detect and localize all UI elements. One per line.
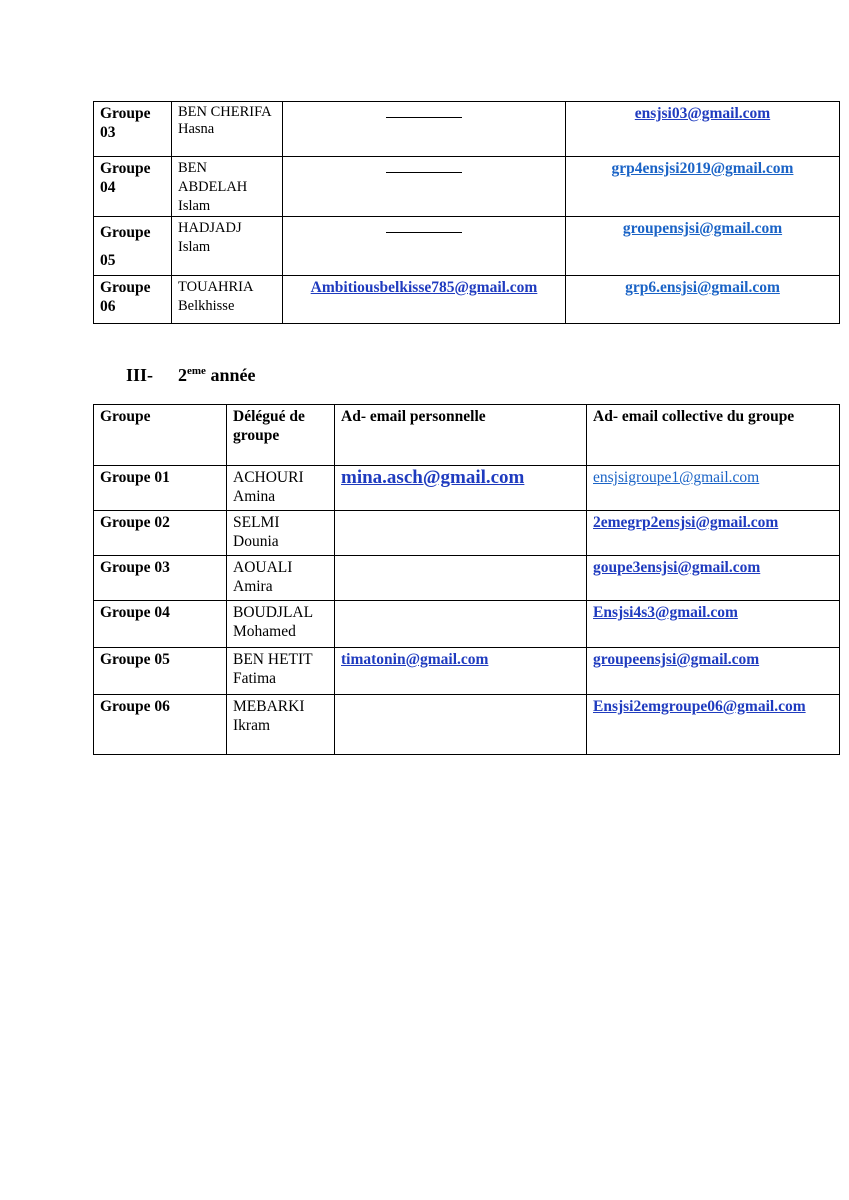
second-year-table: [93, 404, 840, 755]
email-link[interactable]: 2emegrp2ensjsi@gmail.com: [593, 514, 779, 531]
email-link[interactable]: Ambitiousbelkisse785@gmail.com: [310, 279, 538, 296]
email-link[interactable]: Ensjsi4s3@gmail.com: [593, 604, 738, 621]
delegate-cell: ACHOURI Amina: [227, 466, 335, 511]
group-cell: Groupe 01: [94, 466, 227, 511]
delegate-cell: TOUAHRIA Belkhisse: [172, 276, 283, 324]
table-row: [94, 157, 840, 217]
table-row: [94, 276, 840, 324]
group-cell: Groupe 05: [94, 648, 227, 695]
group-cell: Groupe 04: [94, 157, 172, 217]
header-personal-email: Ad- email personnelle: [335, 405, 587, 466]
group-cell: Groupe 03: [94, 556, 227, 601]
email-link[interactable]: Ensjsi2emgroupe06@gmail.com: [593, 698, 806, 715]
delegate-cell: BEN ABDELAH Islam: [172, 157, 283, 217]
personal-email-cell: [335, 695, 587, 755]
collective-email-cell: [566, 217, 840, 276]
collective-email-cell: [587, 648, 840, 695]
table-header-row: [94, 405, 840, 466]
table-row: [94, 102, 840, 157]
delegate-cell: HADJADJ Islam: [172, 217, 283, 276]
collective-email-cell: [587, 511, 840, 556]
email-link[interactable]: grp6.ensjsi@gmail.com: [625, 279, 780, 296]
header-group: Groupe: [94, 405, 227, 466]
collective-email-cell: [587, 556, 840, 601]
email-link[interactable]: groupeensjsi@gmail.com: [593, 651, 760, 668]
personal-email-cell: [283, 276, 566, 324]
personal-email-cell: [335, 556, 587, 601]
group-cell: Groupe 02: [94, 511, 227, 556]
table-row: [94, 695, 840, 755]
personal-email-cell: [335, 466, 587, 511]
email-link[interactable]: timatonin@gmail.com: [341, 651, 489, 668]
group-cell: Groupe 06: [94, 695, 227, 755]
table-row: [94, 601, 840, 648]
collective-email-cell: [587, 601, 840, 648]
personal-email-cell: [335, 648, 587, 695]
group-cell: Groupe 06: [94, 276, 172, 324]
email-link[interactable]: mina.asch@gmail.com: [341, 467, 525, 488]
email-link[interactable]: ensjsi03@gmail.com: [634, 105, 771, 122]
collective-email-cell: [587, 466, 840, 511]
collective-email-cell: [566, 102, 840, 157]
empty-dash: [386, 220, 462, 233]
group-cell: Groupe 03: [94, 102, 172, 157]
delegate-cell: AOUALI Amira: [227, 556, 335, 601]
email-link[interactable]: groupensjsi@gmail.com: [622, 220, 783, 237]
delegate-cell: MEBARKI Ikram: [227, 695, 335, 755]
personal-email-cell: [335, 511, 587, 556]
delegate-cell: BEN CHERIFA Hasna: [172, 102, 283, 157]
collective-email-cell: [566, 276, 840, 324]
email-link[interactable]: ensjsigroupe1@gmail.com: [593, 469, 760, 486]
delegate-cell: BEN HETIT Fatima: [227, 648, 335, 695]
group-cell: Groupe 05: [94, 217, 172, 276]
section-heading: III- 2eme année: [126, 365, 256, 385]
group-cell: Groupe 04: [94, 601, 227, 648]
personal-email-cell: [335, 601, 587, 648]
table-row: [94, 511, 840, 556]
empty-dash: [386, 160, 462, 173]
first-year-table: [93, 101, 840, 324]
empty-dash: [386, 105, 462, 118]
collective-email-cell: [566, 157, 840, 217]
section-number: III-: [126, 365, 154, 385]
delegate-cell: BOUDJLAL Mohamed: [227, 601, 335, 648]
email-link[interactable]: goupe3ensjsi@gmail.com: [593, 559, 761, 576]
header-delegate: Délégué de groupe: [227, 405, 335, 466]
table-row: [94, 217, 840, 276]
table-row: [94, 648, 840, 695]
collective-email-cell: [587, 695, 840, 755]
delegate-cell: SELMI Dounia: [227, 511, 335, 556]
table-row: [94, 556, 840, 601]
header-collective-email: Ad- email collective du groupe: [587, 405, 840, 466]
email-link[interactable]: grp4ensjsi2019@gmail.com: [611, 160, 794, 177]
table-row: [94, 466, 840, 511]
personal-email-cell: [283, 217, 566, 276]
personal-email-cell: [283, 102, 566, 157]
personal-email-cell: [283, 157, 566, 217]
